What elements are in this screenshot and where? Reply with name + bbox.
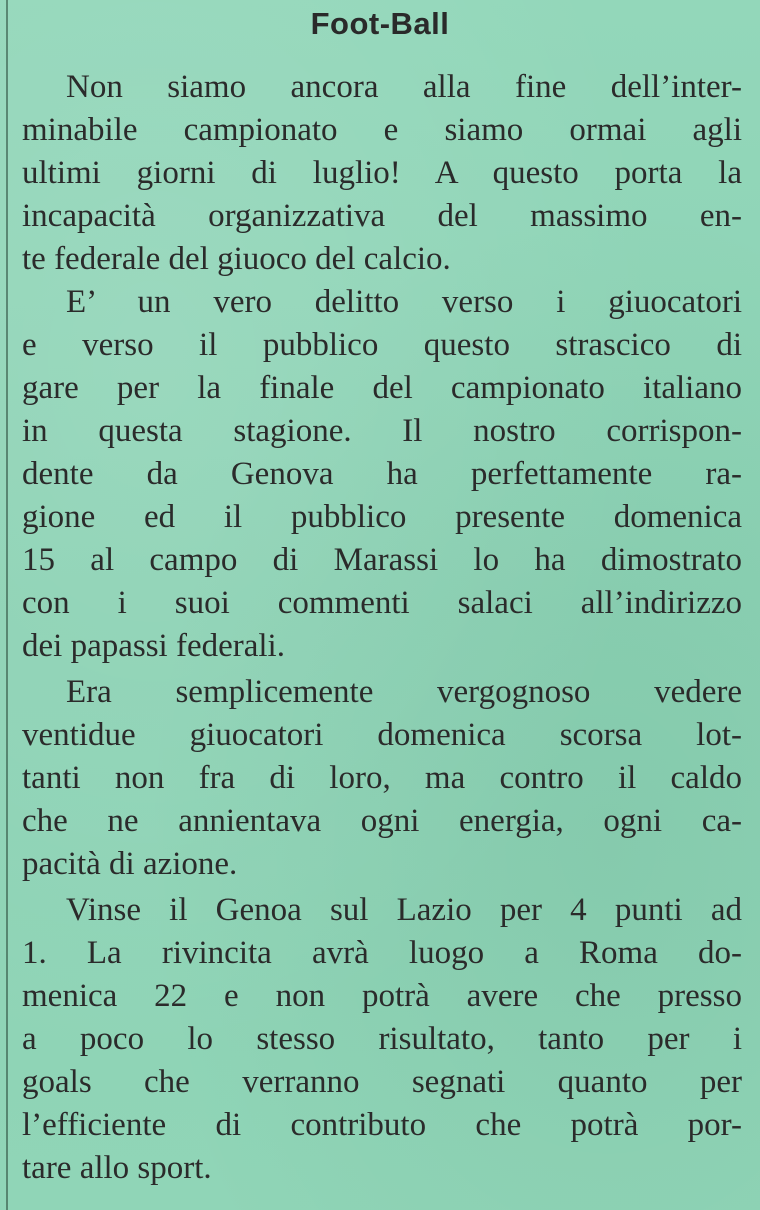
article-line: e verso il pubblico questo strascico di: [22, 327, 742, 363]
article-line: 1. La rivincita avrà luogo a Roma do-: [22, 935, 742, 971]
article-line: Non siamo ancora alla fine dell’inter-: [66, 69, 742, 105]
article-line: ultimi giorni di luglio! A questo porta la: [22, 155, 742, 191]
article-line: 15 al campo di Marassi lo ha dimostrato: [22, 542, 742, 578]
article-line: gione ed il pubblico presente domenica: [22, 499, 742, 535]
article-line: gare per la finale del campionato italiano: [22, 370, 742, 406]
article-title: Foot-Ball: [310, 6, 450, 41]
article-line: E’ un vero delitto verso i giuocatori: [66, 284, 742, 320]
article-line: dente da Genova ha perfettamente ra-: [22, 456, 742, 492]
article-line: in questa stagione. Il nostro corrispon-: [22, 413, 742, 449]
article-line: ventidue giuocatori domenica scorsa lot-: [22, 717, 742, 753]
article-line: tare allo sport.: [22, 1150, 212, 1186]
article-line: incapacità organizzativa del massimo en-: [22, 198, 742, 234]
article-line: dei papassi federali.: [22, 628, 285, 664]
article-line: l’efficiente di contributo che potrà por-: [22, 1107, 742, 1143]
article-line: pacità di azione.: [22, 846, 238, 882]
article-line: te federale del giuoco del calcio.: [22, 241, 451, 277]
article-line: minabile campionato e siamo ormai agli: [22, 112, 742, 148]
article-line: che ne annientava ogni energia, ogni ca-: [22, 803, 742, 839]
article-line: Vinse il Genoa sul Lazio per 4 punti ad: [66, 892, 742, 928]
column-rule: [6, 0, 8, 1210]
article-line: con i suoi commenti salaci all’indirizzo: [22, 585, 742, 621]
article-line: menica 22 e non potrà avere che presso: [22, 978, 742, 1014]
article-line: tanti non fra di loro, ma contro il caldo: [22, 760, 742, 796]
article-line: goals che verranno segnati quanto per: [22, 1064, 742, 1100]
article-line: a poco lo stesso risultato, tanto per i: [22, 1021, 742, 1057]
article-line: Era semplicemente vergognoso vedere: [66, 674, 742, 710]
